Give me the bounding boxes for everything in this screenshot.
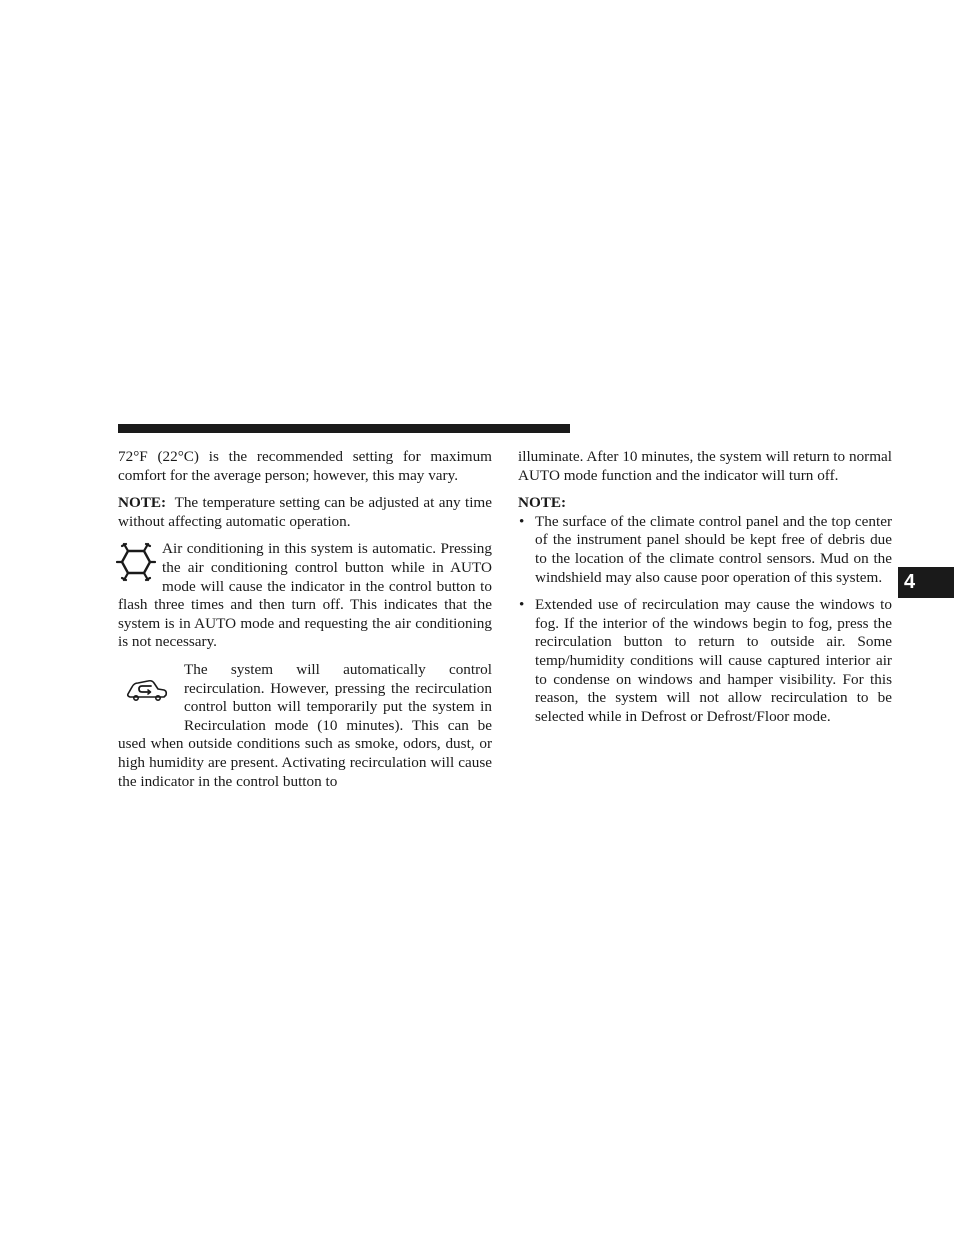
right-column — [518, 448, 892, 726]
temperature-note — [118, 494, 492, 531]
list-item — [518, 513, 892, 587]
snowflake-icon — [116, 540, 156, 584]
note-heading: NOTE: — [518, 494, 567, 512]
continued-paragraph: illuminate. After 10 minutes, the system will return to normal AUTO mode function and the indicator will turn off. — [518, 448, 892, 484]
list-item-text: The surface of the climate control panel and the top center of the instrument panel should be kept free of debris due to the location of the climate control sensors. Mud on the windshield may also cause poor operation of this system. — [535, 512, 892, 586]
note-list — [518, 513, 892, 727]
recirculation-section — [118, 661, 492, 791]
list-item — [518, 596, 892, 726]
recirculation-paragraph: The system will automatically control recirculation. However, pressing the recirculation control button will temporarily put the system in Recirculation mode (10 minutes). This can be used when outside conditions such as smoke, odors, dust, or high humidity are present. Activating recirculation will cause the indicator in the control button to — [118, 660, 492, 790]
section-rule — [118, 424, 570, 433]
ac-section — [118, 540, 492, 652]
note-label: NOTE: — [118, 494, 167, 512]
left-column — [118, 448, 492, 791]
bullet-glyph: • — [519, 596, 525, 614]
recommended-temp-paragraph: 72°F (22°C) is the recommended setting for maximum comfort for the average person; however, this may vary. — [118, 448, 492, 484]
recirculation-icon — [118, 661, 178, 719]
list-item-text: Extended use of recirculation may cause the windows to fog. If the interior of the windows begin to fog, press the recirculation button to return to outside air. Some temp/humidity conditions will cause captured interior air to condense on windows and hamper visibility. For this reason, the system will not allow recirculation to be selected while in Defrost or Defrost/Floor mode. — [535, 596, 892, 725]
ac-paragraph: Air conditioning in this system is automatic. Pressing the air conditioning control button while in AUTO mode will cause the indicator in the control button to flash three times and then turn off. This indicates that the system is in AUTO mode and requesting the air conditioning is not necessary. — [118, 540, 492, 651]
bullet-glyph: • — [519, 512, 525, 530]
chapter-tab: 4 — [898, 567, 954, 598]
note-text: The temperature setting can be adjusted at any time without affecting automatic operation. — [118, 494, 492, 530]
